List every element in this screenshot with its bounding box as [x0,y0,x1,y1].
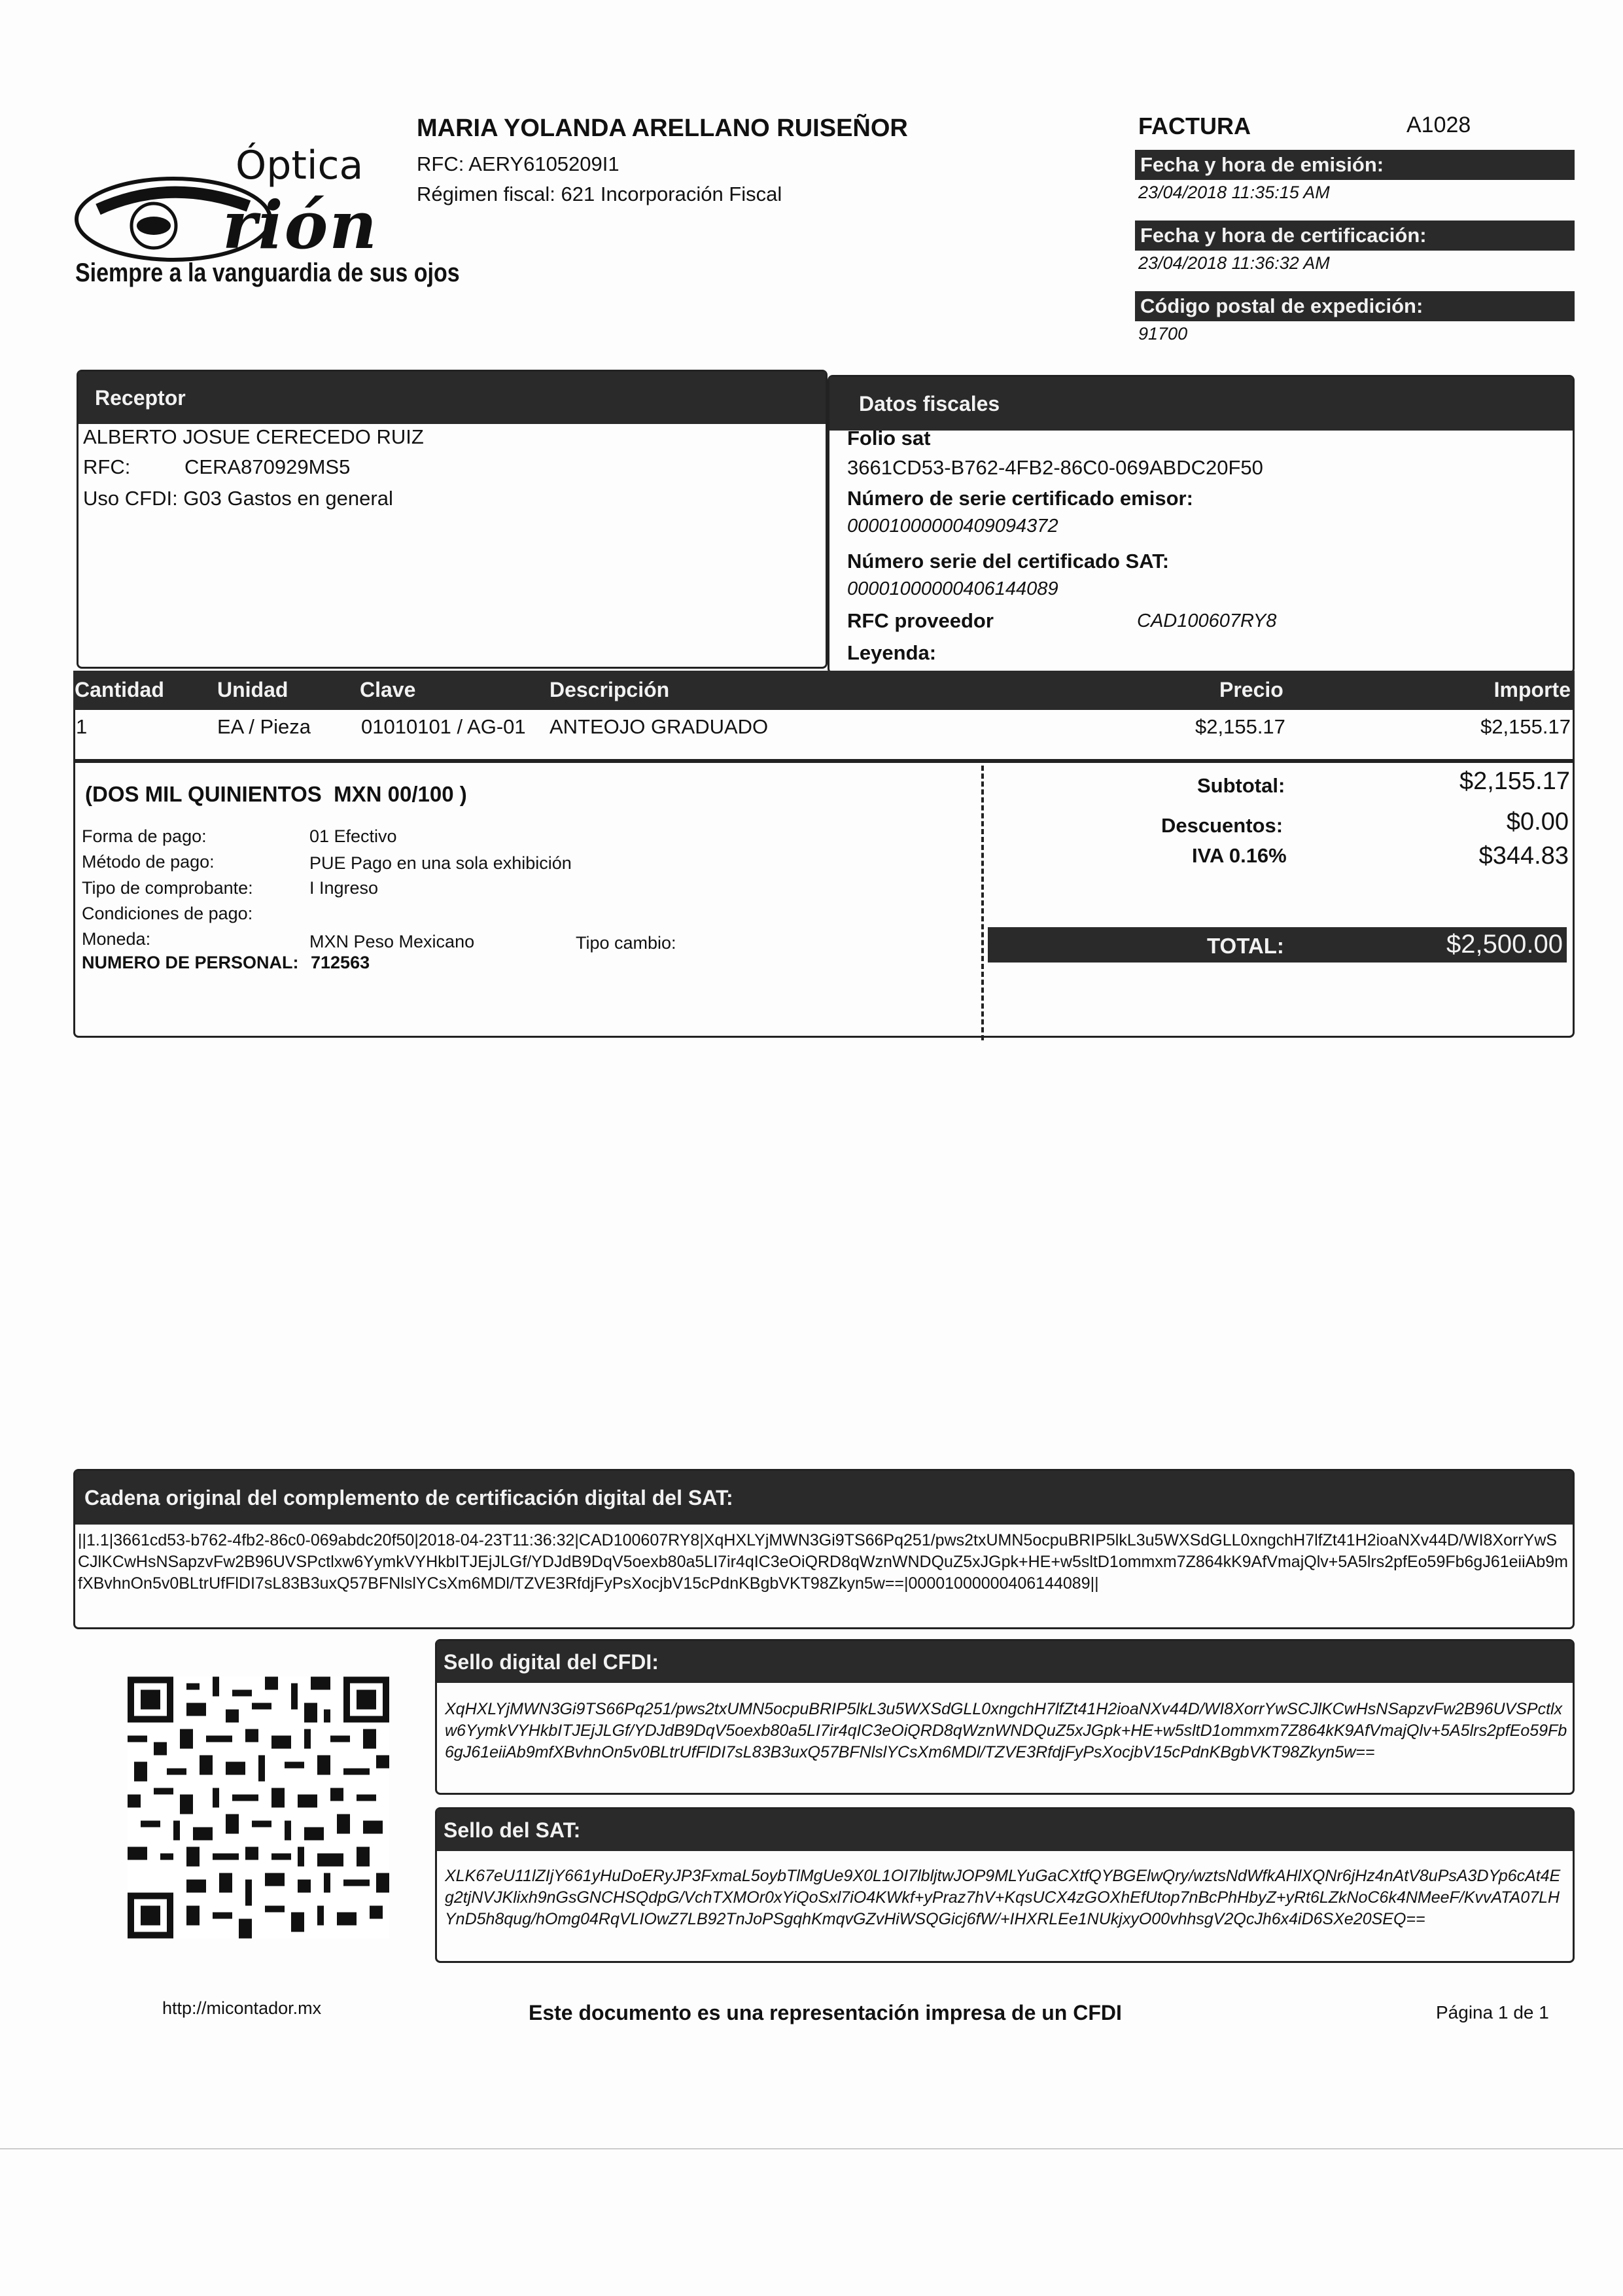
cadena-title: Cadena original del complemento de certificación digital del SAT: [75,1471,1573,1525]
total-label: TOTAL: [1207,934,1284,958]
postal-code-label: Código postal de expedición: [1135,291,1575,321]
issuer-rfc: RFC: AERY6105209I1 [417,152,620,175]
row-clave: 01010101 / AG-01 [361,715,526,738]
cadena-text: ||1.1|3661cd53-b762-4fb2-86c0-069abdc20f50|2018-04-23T11:36:32|CAD100607RY8|XqHXLYjMWN3Gi9TS66Pq251/pws2txUMN5ocpuBRIP5lkL3u5WXSdGLL0xngchH7lfZt41H2ioaNXv44D/WI8XorrYwSCJlKCwHsNSapzvFw2B96UVSPctlxw6YymkVYHkbITJEjJLGf/YDJdB9DqV5oexb80a5LI7ir4qIC3eOiQRD8qWznWNDQuZ5xJGpk+HE+w5sltD1ommxm7Z864kK9AfVmajQlv+5A5lrs2pfEo59Fb6gJ61eiiAb9mfXBvhnOn5v0BLtrUfFlDI7sL83B3uxQ57BFNlslYCsXm6MDl/TZVE3RfdjFyPsXocjbV15cPdnKBgbVKT98Zkyn5w==|00001000000406144089|| [78,1531,1568,1593]
condiciones-pago-label: Condiciones de pago: [82,904,253,923]
moneda-label: Moneda: [82,929,151,949]
receptor-box [77,370,828,669]
sello-sat-box [435,1807,1575,1963]
serie-emisor-label: Número de serie certificado emisor: [847,487,1193,510]
emission-value: 23/04/2018 11:35:15 AM [1138,183,1330,202]
descuentos-label: Descuentos: [1161,814,1283,837]
issuer-regimen: Régimen fiscal: 621 Incorporación Fiscal [417,183,782,205]
cadena-box [73,1469,1575,1629]
descuentos-value: $0.00 [1506,808,1569,836]
issuer-name: MARIA YOLANDA ARELLANO RUISEÑOR [417,115,908,142]
col-cantidad: Cantidad [75,678,164,701]
col-importe: Importe [1493,678,1571,701]
receptor-title: Receptor [79,372,826,424]
tipo-comprobante-label: Tipo de comprobante: [82,878,253,898]
amount-in-words: (DOS MIL QUINIENTOS MXN 00/100 ) [85,782,467,806]
sello-sat-title: Sello del SAT: [437,1809,1573,1851]
row-importe: $2,155.17 [1480,715,1571,738]
receptor-rfc-value: CERA870929MS5 [184,455,351,478]
logo-script: rión [222,186,379,264]
tipo-comprobante-value: I Ingreso [309,878,379,898]
row-precio: $2,155.17 [1195,715,1285,738]
metodo-pago-value: PUE Pago en una sola exhibición [309,853,572,873]
serie-sat-value: 00001000000406144089 [847,578,1058,599]
serie-sat-label: Número serie del certificado SAT: [847,550,1170,573]
col-clave: Clave [360,678,416,701]
receptor-rfc-label: RFC: [83,455,131,478]
emission-label: Fecha y hora de emisión: [1135,150,1575,180]
receptor-name: ALBERTO JOSUE CERECEDO RUIZ [83,425,424,448]
logo-tagline: Siempre a la vanguardia de sus ojos [75,258,460,287]
table-row [73,715,1575,748]
moneda-value: MXN Peso Mexicano [309,932,475,951]
col-precio: Precio [1219,678,1283,701]
metodo-pago-label: Método de pago: [82,852,215,872]
sello-cfdi-title: Sello digital del CFDI: [437,1641,1573,1683]
certification-label: Fecha y hora de certificación: [1135,221,1575,251]
concepts-header [73,671,1575,710]
sello-sat-text: XLK67eU11lZIjY661yHuDoERyJP3FxmaL5oybTlMgUe9X0L1OI7lbljtwJOP9MLYuGaCXtfQYBGElwQry/wztsNdWfkAHlXQNr6jHz4nAtV8uPsA3DYp6cAt4Eg2tjNVJKlixh9nGsGNCHSQdpG/VchTXMOr0xYiQoSxl7iO4KWkf+yPraz7hV+KqsUCX4zGOXhEfUtop7nBcPhHbyZ+yRt6LZkNoC6k4NMeeF/KvvATA07LHYnD5h8qug/hOmg04RqVLIOwZ7LB92TnJoPSgqhKmqvGZvHiWSQGicj6fW/+IHXRLEe1NUkjxyO00vhhsgV2QcJh6x4iD6SXe20SEQ== [445,1867,1561,1928]
summary-divider [981,766,984,1040]
forma-pago-value: 01 Efectivo [309,826,397,846]
logo-title: Óptica [236,143,364,188]
page-bottom-divider [0,2148,1623,2149]
subtotal-value: $2,155.17 [1459,768,1570,795]
row-cantidad: 1 [76,715,88,738]
tipo-cambio-label: Tipo cambio: [576,933,676,953]
certification-value: 23/04/2018 11:36:32 AM [1138,253,1330,273]
sello-cfdi-text: XqHXLYjMWN3Gi9TS66Pq251/pws2txUMN5ocpuBRIP5lkL3u5WXSdGLL0xngchH7lfZt41H2ioaNXv44D/WI8XorrYwSCJlKCwHsNSapzvFw2B96UVSPctlxw6YymkVYHkbITJEjJLGf/YDJdB9DqV5oexb80a5LI7ir4qIC3eOiQRD8qWznWNDQuZ5xJGpk+HE+w5sltD1ommxm7Z864kK9AfVmajQlv+5A5lrs2pfEo59Fb6gJ61eiiAb9mfXBvhnOn5v0BLtrUfFlDI7sL83B3uxQ57BFNlslYCsXm6MDl/TZVE3RfdjFyPsXocjbV15cPdnKBgbVKT98Zkyn5w== [445,1700,1567,1761]
personal-number-label: NUMERO DE PERSONAL: [82,953,299,972]
document-folio: A1028 [1406,113,1471,137]
document-type: FACTURA [1138,113,1251,139]
rfc-proveedor-value: CAD100607RY8 [1137,610,1277,631]
forma-pago-label: Forma de pago: [82,826,207,846]
sello-cfdi-box [435,1639,1575,1795]
total-bar [988,927,1567,963]
receptor-uso-cfdi: Uso CFDI: G03 Gastos en general [83,487,393,510]
personal-number-value: 712563 [311,953,370,972]
folio-sat-label: Folio sat [847,427,931,450]
subtotal-label: Subtotal: [1197,774,1285,797]
fiscal-data-title: Datos fiscales [829,377,1573,431]
iva-value: $344.83 [1478,842,1569,870]
footer-disclaimer: Este documento es una representación impresa de un CFDI [529,2001,1122,2024]
leyenda-label: Leyenda: [847,641,937,664]
col-descripcion: Descripción [550,678,670,701]
footer-page-number: Página 1 de 1 [1436,2002,1549,2022]
row-unidad: EA / Pieza [217,715,311,738]
iva-label: IVA 0.16% [1192,844,1287,867]
row-descripcion: ANTEOJO GRADUADO [550,715,769,738]
total-value: $2,500.00 [1446,930,1563,959]
serie-emisor-value: 00001000000409094372 [847,516,1058,537]
postal-code-value: 91700 [1138,324,1188,344]
folio-sat-value: 3661CD53-B762-4FB2-86C0-069ABDC20F50 [847,456,1263,479]
footer-url[interactable]: http://micontador.mx [162,1998,322,2018]
rfc-proveedor-label: RFC proveedor [847,609,994,632]
col-unidad: Unidad [217,678,288,701]
qr-code-icon [128,1675,389,1940]
